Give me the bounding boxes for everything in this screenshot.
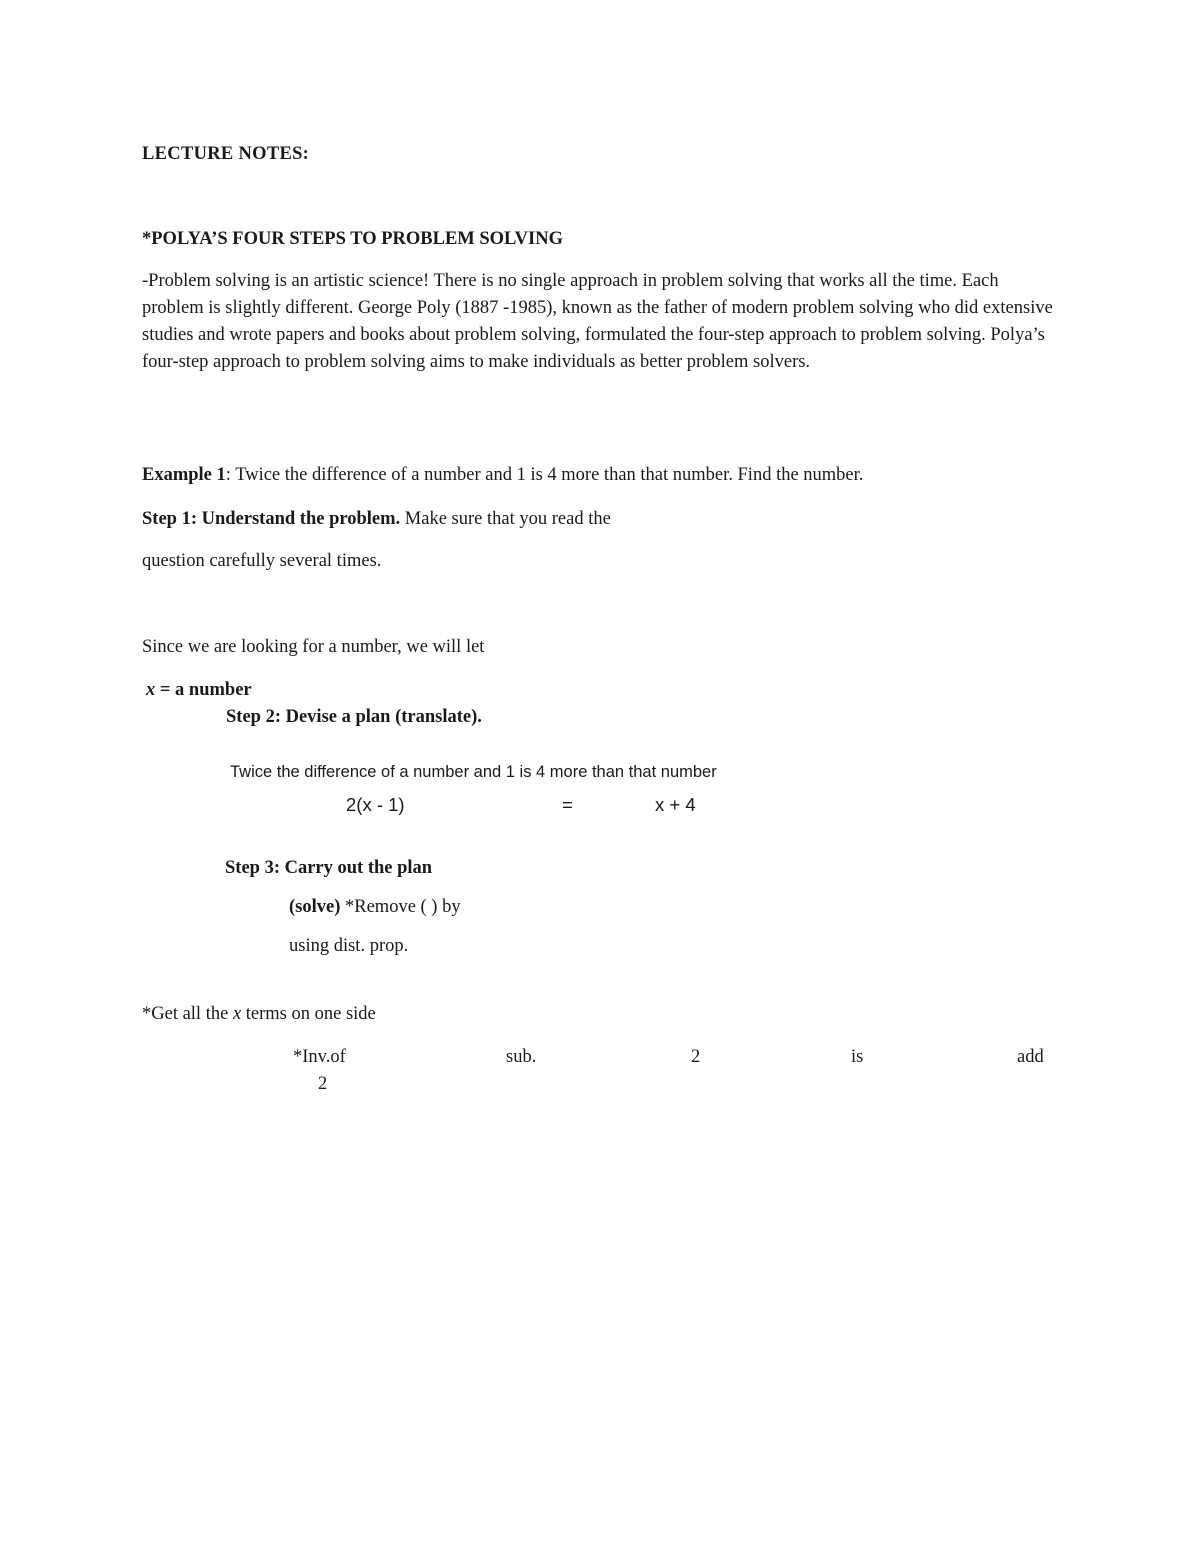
translation-phrase-text: Twice the difference of a number and 1 is 4 more than that number <box>230 765 717 779</box>
inverse-word-5: add <box>1017 1047 1044 1067</box>
equation-right-side: x + 4 <box>655 794 696 815</box>
inverse-line-2: 2 <box>318 1074 328 1094</box>
step-1-text-continued: question carefully several times. <box>142 551 382 571</box>
lecture-notes-heading: LECTURE NOTES: <box>142 144 310 164</box>
step-1-text: Make sure that you read the <box>400 509 611 529</box>
variable-symbol: x <box>146 680 156 700</box>
variable-meaning: = a number <box>155 680 252 700</box>
step-3-solve-line-2: using dist. prop. <box>289 936 409 956</box>
example-text: : Twice the difference of a number and 1 is 4 more than that number. Find the number. <box>225 465 864 485</box>
section-title: *POLYA’S FOUR STEPS TO PROBLEM SOLVING <box>142 229 563 249</box>
get-all-symbol: x <box>232 1004 242 1024</box>
inverse-word-4: is <box>851 1047 864 1067</box>
intro-paragraph: -Problem solving is an artistic science! There is no single approach in problem solving that works all the time. Each problem is slightly different. George Poly (1887 -1985), known as the father of modern problem solving who did extensive studies and wrote papers and books about problem solving, formulated the four-step approach to problem solving. Polya’s four-step approach to problem solving aims to make individuals as better problem solvers. <box>142 271 1053 372</box>
translation-phrase <box>230 765 850 779</box>
equation-equals-sign: = <box>562 794 573 815</box>
inverse-word-1: *Inv.of <box>293 1047 346 1067</box>
get-all-terms-line <box>142 1001 376 1028</box>
get-all-suffix: terms on one side <box>241 1004 376 1024</box>
example-label: Example 1 <box>142 465 226 485</box>
step-3-label: Step 3: Carry out the plan <box>225 858 433 878</box>
step-3-solve-line <box>289 894 461 921</box>
let-statement: Since we are looking for a number, we will let <box>142 637 485 657</box>
inverse-word-3: 2 <box>691 1047 701 1067</box>
step-1-label: Step 1: Understand the problem. <box>142 509 401 529</box>
solve-instruction: *Remove ( ) by <box>340 897 461 917</box>
step-1 <box>142 506 611 533</box>
example-1 <box>142 462 863 489</box>
inverse-word-2: sub. <box>506 1047 537 1067</box>
get-all-prefix: *Get all the <box>142 1004 233 1024</box>
variable-definition <box>146 677 252 704</box>
step-2-label: Step 2: Devise a plan (translate). <box>226 707 482 727</box>
solve-label: (solve) <box>289 897 341 917</box>
equation-left-side: 2(x - 1) <box>346 794 405 815</box>
